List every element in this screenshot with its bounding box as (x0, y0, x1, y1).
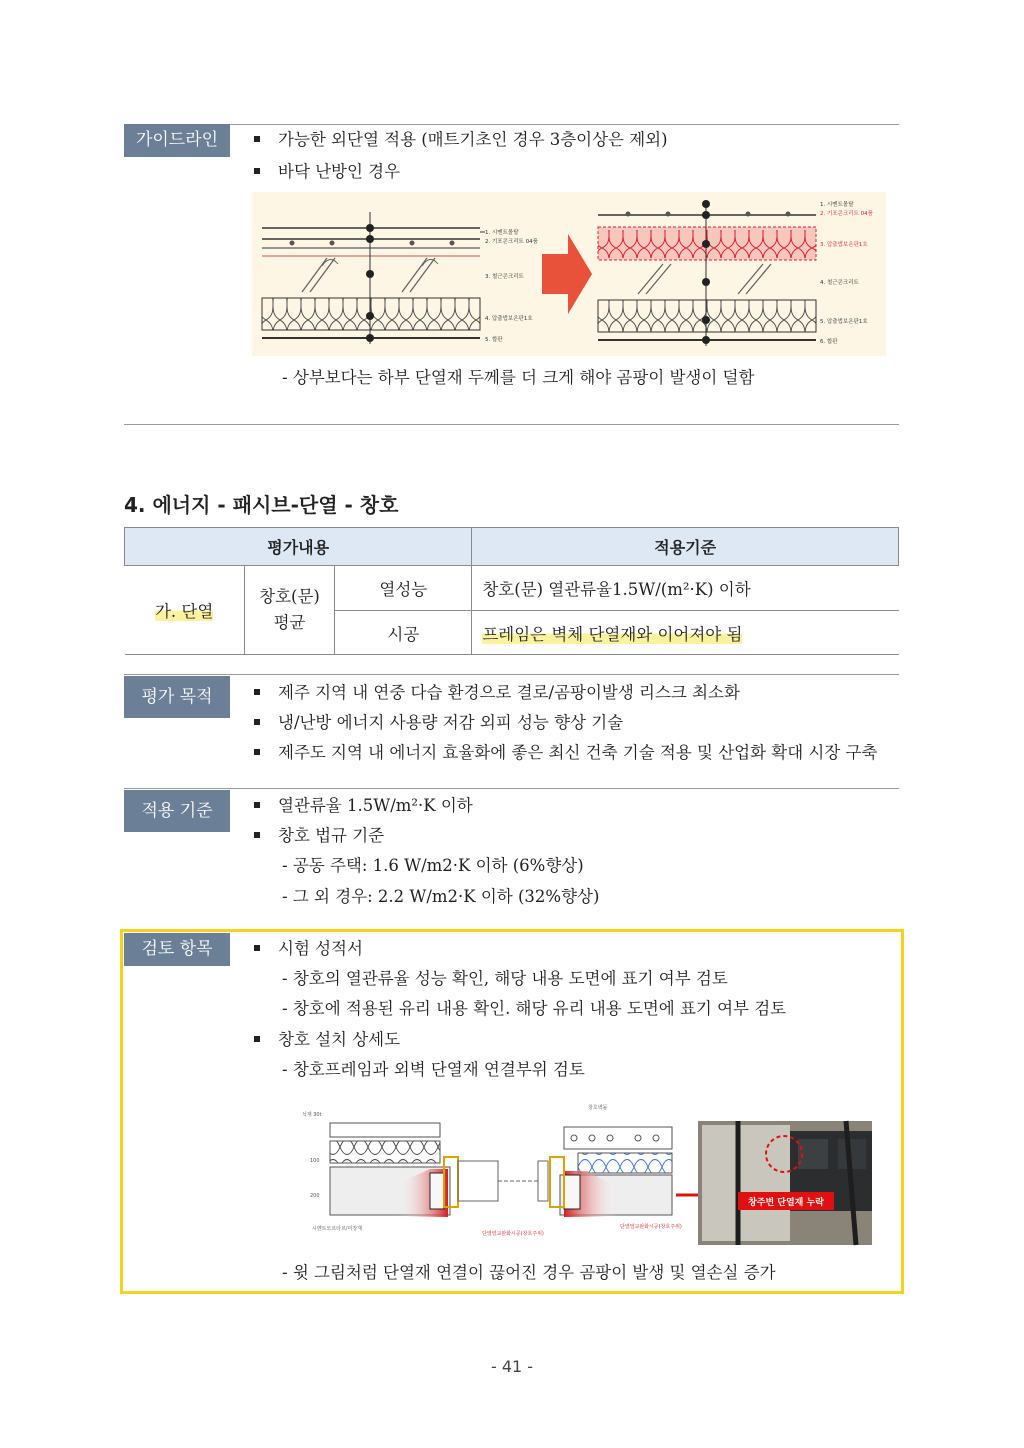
guide-bottom-rule (124, 424, 899, 425)
page-number: - 41 - (490, 1357, 534, 1376)
bullet-square-icon (254, 832, 260, 838)
bullet-square-icon (254, 945, 260, 951)
guide-bullet-1: 가능한 외단열 적용 (매트기초인 경우 3층이상은 제외) (254, 129, 668, 151)
top-rule (124, 124, 899, 125)
review-sub-2: - 창호에 적용된 유리 내용 확인. 해당 유리 내용 도면에 표기 여부 검토 (282, 999, 787, 1018)
table-header-content: 평가내용 (125, 528, 472, 566)
bullet-square-icon (254, 802, 260, 808)
criteria-construction-text: 프레임은 벽체 단열재와 이어져야 됨 (482, 624, 743, 644)
photo-caption: 창주변 단열재 누락 (748, 1198, 824, 1208)
floor-insulation-diagram (252, 192, 886, 356)
bullet-square-icon (254, 1036, 260, 1042)
arrow-right-icon (542, 234, 592, 314)
review-bullet-1: 시험 성적서 (254, 938, 363, 960)
table-header-criteria: 적용기준 (472, 528, 899, 566)
bullet-square-icon (254, 168, 260, 174)
purpose-bullet-2: 냉/난방 에너지 사용량 저감 외피 성능 향상 기술 (254, 712, 623, 734)
purpose-rule (124, 674, 899, 675)
after-label-3: 3. 압출법보온판1호 (820, 242, 868, 248)
sub-cell-thermal: 열성능 (335, 566, 472, 611)
callout-window-brick: 창호벽돌 (588, 1105, 608, 1111)
review-sub-3: - 창호프레임과 외벽 단열재 연결부위 검토 (282, 1060, 585, 1079)
guide-sub-note: - 상부보다는 하부 단열재 두께를 더 크게 해야 곰팡이 발생이 덜함 (282, 368, 755, 387)
guide-bullet-2: 바닥 난방인 경우 (254, 161, 400, 183)
before-label-1: 1. 시멘트몰탈 (485, 230, 519, 236)
before-label-2: 2. 기포콘크리트 04품 (485, 239, 538, 245)
standard-label: 적용 기준 (124, 790, 230, 832)
dim-200: 200 (310, 1193, 320, 1199)
after-diagram (598, 200, 874, 346)
callout-thermal-right: 단열열교완화시공(창호주위) (620, 1224, 682, 1230)
site-photo (698, 1121, 872, 1245)
callout-thermal-left: 단열열교완화시공(창호주위) (482, 1231, 544, 1237)
criteria-cell-construction (472, 611, 899, 655)
purpose-label: 평가 목적 (124, 676, 230, 718)
after-label-6: 6. 합판 (820, 339, 838, 345)
callout-stone: 석재 30t (302, 1112, 322, 1118)
standard-sub-2: - 그 외 경우: 2.2 W/m2·K 이하 (32%향상) (282, 887, 600, 906)
standard-rule (124, 788, 899, 789)
section-title: 4. 에너지 - 패시브-단열 - 창호 (124, 493, 399, 517)
review-footer-note: - 윗 그림처럼 단열재 연결이 끊어진 경우 곰팡이 발생 및 열손실 증가 (282, 1263, 776, 1282)
after-label-5: 5. 압출법보온판1호 (820, 319, 868, 325)
window-detail-figure (298, 1097, 878, 1247)
purpose-bullet-1: 제주 지역 내 연중 다습 환경으로 결로/곰팡이발생 리스크 최소화 (254, 682, 740, 704)
before-label-4: 4. 압출법보온판1호 (485, 316, 533, 322)
dim-100: 100 (310, 1158, 320, 1164)
after-label-1: 1. 시멘트몰탈 (820, 202, 854, 208)
standard-bullet-2: 창호 법규 기준 (254, 825, 384, 847)
review-bullet-2: 창호 설치 상세도 (254, 1029, 400, 1051)
after-label-4: 4. 철근콘크리트 (820, 280, 859, 286)
criteria-cell-thermal: 창호(문) 열관류율1.5W/(m²·K) 이하 (472, 566, 899, 611)
category-cell (125, 566, 245, 655)
category-label: 가. 단열 (154, 602, 214, 621)
sub-cell-construction: 시공 (335, 611, 472, 655)
bullet-square-icon (254, 689, 260, 695)
before-diagram (262, 212, 539, 344)
standard-sub-1: - 공동 주택: 1.6 W/m2·K 이하 (6%향상) (282, 856, 584, 875)
callout-mortar: 시멘트모르타르/미장재 (312, 1226, 362, 1232)
review-label: 검토 항목 (124, 933, 230, 966)
bullet-square-icon (254, 136, 260, 142)
guide-label: 가이드라인 (124, 124, 230, 157)
review-sub-1: - 창호의 열관류율 성능 확인, 해당 내용 도면에 표기 여부 검토 (282, 969, 728, 988)
bullet-square-icon (254, 719, 260, 725)
standard-bullet-1: 열관류율 1.5W/m²·K 이하 (254, 795, 473, 817)
bullet-square-icon (254, 749, 260, 755)
item-cell: 창호(문) 평균 (244, 566, 335, 655)
before-label-3: 3. 철근콘크리트 (485, 274, 524, 280)
purpose-bullet-3: 제주도 지역 내 에너지 효율화에 좋은 최신 건축 기술 적용 및 산업화 확대 시장 구축 (254, 742, 877, 764)
after-label-2: 2. 기포콘크리트 04품 (820, 211, 873, 217)
evaluation-table (124, 527, 899, 655)
before-label-5: 5. 합판 (485, 337, 503, 343)
